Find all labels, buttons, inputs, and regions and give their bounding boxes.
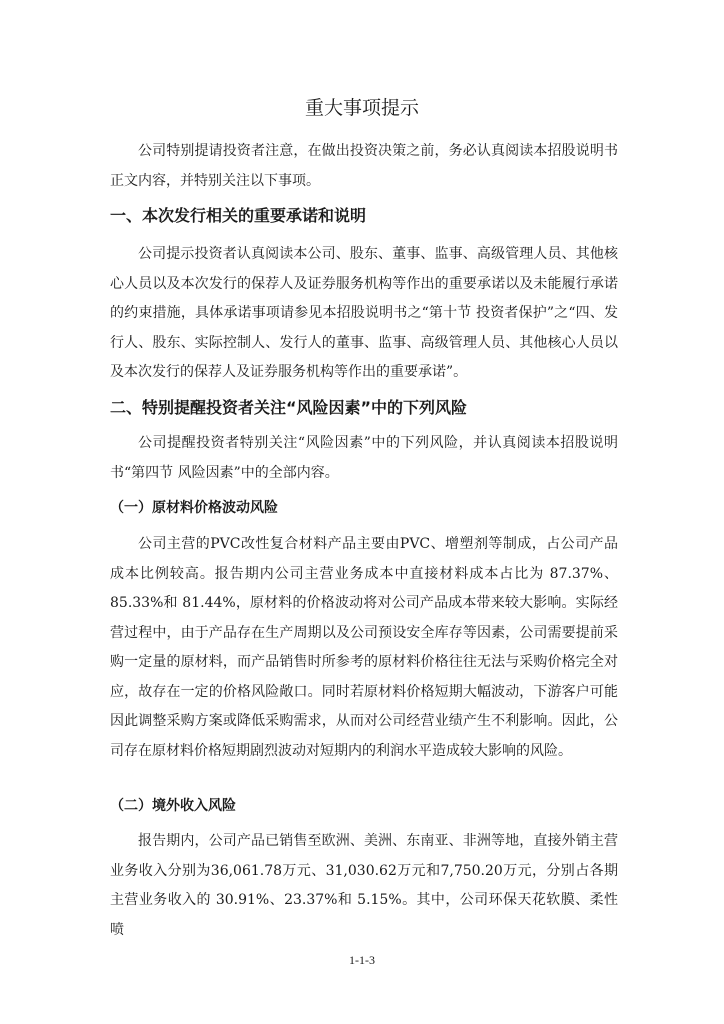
section-2-paragraph: 公司提醒投资者特别关注“风险因素”中的下列风险，并认真阅读本招股说明书“第四节 风险因素”中的全部内容。 — [110, 435, 618, 481]
page-title: 重大事项提示 — [304, 97, 419, 119]
subsection-1-paragraph: 公司主营的PVC改性复合材料产品主要由PVC、增塑剂等制成，占公司产品成本比例较高。报告期内公司主营业务成本中直接材料成本占比为 87.37%、85.33%和 81.44%，原材料的价格波动将对公司产品成本带来较大影响。实际经营过程中，由于产品存在生产周期以及公司预设安全库存等因素，公司需要提前采购一定量的原材料，而产品销售时所参考的原材料价格往往无法与采购价格完全对应，故存在一定的价格风险敞口。同时若原材料价格短期大幅波动，下游客户可能因此调整采购方案或降低采购需求，从而对公司经营业绩产生不利影响。因此，公司存在原材料价格短期剧烈波动对短期内的利润水平造成较大影响的风险。 — [110, 536, 618, 759]
subsection-1-heading: （一）原材料价格波动风险 — [110, 500, 278, 516]
section-2-heading: 二、特别提醒投资者关注“风险因素”中的下列风险 — [110, 398, 468, 417]
intro-paragraph: 公司特别提请投资者注意，在做出投资决策之前，务必认真阅读本招股说明书正文内容，并特别关注以下事项。 — [110, 143, 618, 189]
subsection-2-heading: （二）境外收入风险 — [110, 798, 236, 814]
page-number: 1-1-3 — [349, 953, 375, 967]
subsection-2-paragraph: 报告期内，公司产品已销售至欧洲、美洲、东南亚、非洲等地，直接外销主营业务收入分别为36,061.78万元、31,030.62万元和7,750.20万元，分别占各期主营业务收入的 30.91%、23.37%和 5.15%。其中，公司环保天花软膜、柔性喷 — [110, 833, 618, 938]
section-1-heading: 一、本次发行相关的重要承诺和说明 — [110, 206, 367, 225]
section-1-paragraph: 公司提示投资者认真阅读本公司、股东、董事、监事、高级管理人员、其他核心人员以及本次发行的保荐人及证券服务机构等作出的重要承诺以及未能履行承诺的约束措施，具体承诺事项请参见本招股说明书之“第十节 投资者保护”之“四、发行人、股东、实际控制人、发行人的董事、监事、高级管理人员、其他核心人员以及本次发行的保荐人及证券服务机构等作出的重要承诺”。 — [110, 246, 618, 380]
